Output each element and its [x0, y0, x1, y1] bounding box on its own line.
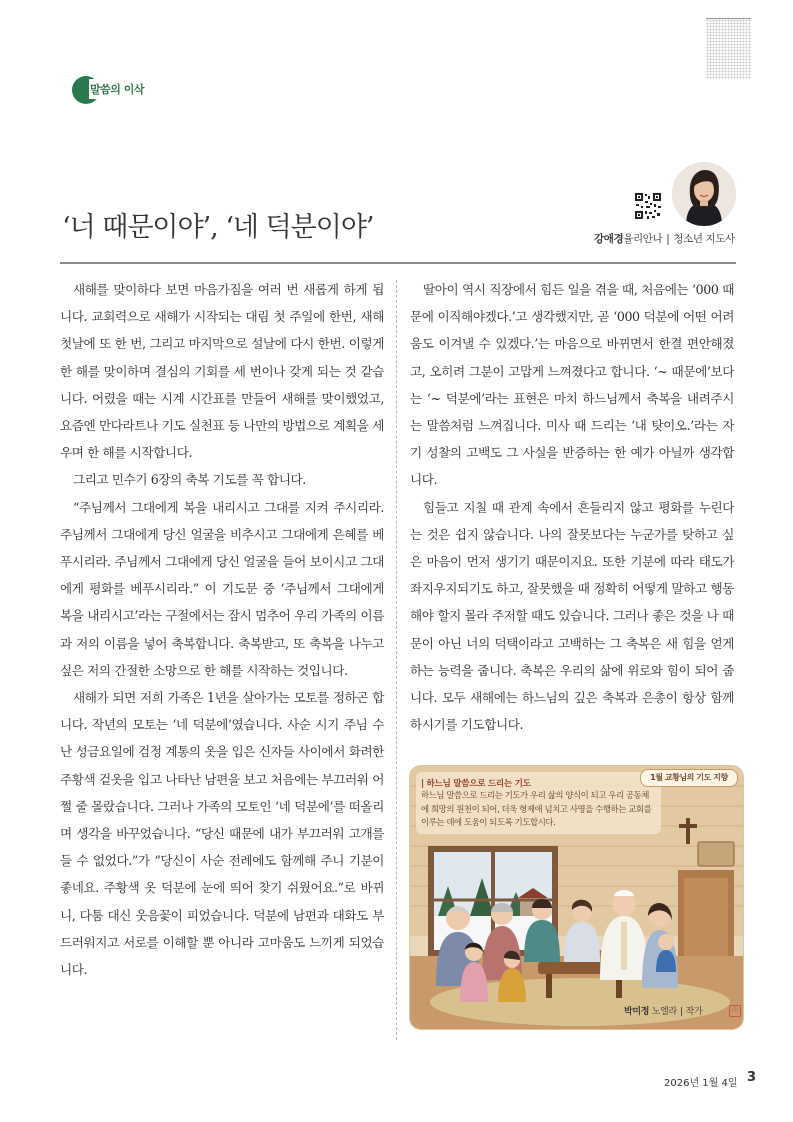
corner-decoration: [706, 18, 751, 79]
author-byline: [594, 231, 735, 246]
body-paragraph: “주님께서 그대에게 복을 내리시고 그대를 지켜 주시리라. 주님께서 그대에게 당신 얼굴을 비추시고 그대에게 은혜를 베푸시리라. 주님께서 그대에게 당신 얼굴을 들어 보이시고 그대에게 평화를 베푸시리라.” 이 기도문 중 ‘주님께서 그대에게 복을 내리시고’라는 구절에서는 잠시 멈추어 우리 가족의 이름과 저의 이름을 넣어 축복합니다. 축복받고, 또 축복을 나누고 싶은 저의 간절한 소망으로 한 해를 시작하는 것입니다.: [60, 499, 384, 678]
illustration-caption-title: | 하느님 말씀으로 드리는 기도: [421, 779, 531, 789]
column-divider: [396, 280, 397, 1040]
artist-baptismal-name: 노엘라: [651, 1007, 677, 1017]
section-label: 말씀의 이삭: [89, 79, 146, 99]
artist-role: 작가: [685, 1007, 703, 1017]
qr-code-icon[interactable]: [634, 192, 662, 220]
artist-seal-icon: 印: [729, 1005, 741, 1017]
prayer-intention-tag: 1월 교황님의 기도 지향: [640, 769, 738, 787]
author-baptismal-name: 율리안나: [623, 233, 663, 245]
author-avatar: [672, 162, 736, 226]
byline-separator: |: [666, 233, 670, 245]
artist-credit: [624, 1004, 702, 1017]
body-paragraph: 그리고 민수기 6장의 축복 기도를 꼭 합니다.: [73, 472, 306, 488]
artist-separator: |: [679, 1007, 683, 1017]
body-paragraph: 새해가 되면 저희 가족은 1년을 살아가는 모토를 정하곤 합니다. 작년의 모토는 ‘네 덕분에’였습니다. 사순 시기 주님 수난 성금요일에 검정 계통의 옷을 입은 신자들 사이에서 화려한 주황색 겉옷을 입고 나타난 남편을 보고 처음에는 부끄러워 어쩔 줄 몰랐습니다. 그러나 가족의 모토인 ‘네 덕분에’를 떠올리며 생각을 바꾸었습니다. “당신 때문에 내가 부끄러워 고개를 들 수 없었다.”가 “당신이 사순 전례에도 함께해 주니 기분이 좋네요. 주황색 옷 덕분에 눈에 띄어 찾기 쉬웠어요.”로 바뀌니, 다툼 대신 웃음꽃이 피었습니다. 덕분에 남편과 대화도 부드러워지고 서로를 이해할 뿐 아니라 고마움도 느끼게 되었습니다.: [60, 690, 384, 978]
body-paragraph: 딸아이 역시 직장에서 힘든 일을 겪을 때, 처음에는 ‘000 때문에 이직해야겠다.’고 생각했지만, 곧 ‘000 덕분에 어떤 어려움도 이겨낼 수 있겠다.’는 마음으로 바뀌면서 한결 편안해졌고, 오히려 그분이 고맙게 느껴졌다고 합니다. ‘~ 때문에’보다는 ‘~ 덕분에’라는 표현은 마치 하느님께서 축복을 내려주시는 말씀처럼 느껴집니다. 미사 때 드리는 ‘내 탓이오.’라는 자기 성찰의 고백도 그 사실을 반증하는 한 예가 아닐까 생각합니다.: [410, 282, 734, 488]
page-number: 3: [747, 1070, 757, 1085]
illustration-caption-text: 하느님 말씀으로 드리는 기도가 우리 삶의 양식이 되고 우리 공동체에 희망의 원천이 되어, 더욱 형제애 넘치고 사명을 수행하는 교회를 이루는 데에 도움이 되도록 기도합시다.: [421, 790, 652, 827]
title-divider: [60, 262, 736, 264]
artist-name: 박미정: [624, 1007, 650, 1017]
author-role: 청소년 지도사: [673, 233, 735, 245]
body-paragraph: 새해를 맞이하다 보면 마음가짐을 여러 번 새롭게 하게 됩니다. 교회력으로 새해가 시작되는 대림 첫 주일에 한번, 새해 첫날에 또 한 번, 그리고 마지막으로 설날에 다시 한번. 이렇게 한 해를 맞이하며 결심의 기회를 세 번이나 갖게 되는 것 같습니다. 어렸을 때는 시계 시간표를 만들어 새해를 맞이했었고, 요즘엔 만다라트나 기도 실천표 등 나만의 방법으로 계획을 세우며 한 해를 시작합니다.: [60, 282, 384, 461]
body-paragraph: 힘들고 지칠 때 관계 속에서 흔들리지 않고 평화를 누린다는 것은 쉽지 않습니다. 나의 잘못보다는 누군가를 탓하고 싶은 마음이 먼저 생기기 때문이지요. 또한 기분에 따라 태도가 좌지우지되기도 하고, 잘못했을 때 정확히 어떻게 말하고 행동해야 할지 몰라 주저할 때도 있습니다. 그러나 좋은 것을 나 때문이 아닌 너의 덕택이라고 고백하는 그 축복은 새 힘을 얻게 하는 능력을 줍니다. 축복은 우리의 삶에 위로와 힘이 되어 줍니다. 모두 새해에는 하느님의 깊은 축복과 은총이 항상 함께하시기를 기도합니다.: [410, 499, 734, 733]
body-column-left: [60, 276, 384, 983]
body-column-right: [410, 276, 734, 738]
issue-date: 2026년 1월 4일: [664, 1078, 738, 1089]
author-name: 강애경: [594, 233, 624, 245]
article-title: ‘너 때문이야’, ‘네 덕분이야’: [62, 212, 374, 243]
